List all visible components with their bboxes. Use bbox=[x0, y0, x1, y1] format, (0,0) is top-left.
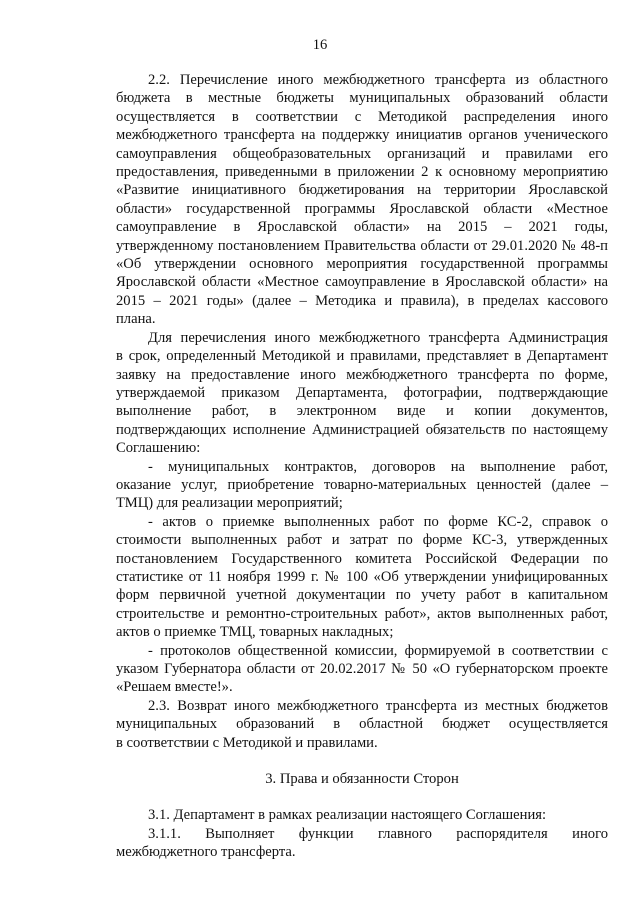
text-line: форм первичной учетной документации по учету работ в капитальном bbox=[116, 587, 608, 604]
paragraph-2-3 bbox=[116, 697, 608, 752]
text-line: - протоколов общественной комиссии, формируемой в соответствии с bbox=[148, 642, 608, 659]
text-line: указом Губернатора области от 20.02.2017 № 50 «О губернаторском проекте bbox=[116, 661, 608, 677]
text-line: актов о приемке ТМЦ, товарных накладных; bbox=[116, 624, 394, 641]
text-line: межбюджетного трансферта. bbox=[116, 844, 296, 861]
text-line: предоставления, приведенными в приложении 2 к основному мероприятию bbox=[116, 164, 608, 181]
text-line: самоуправления общеобразовательных организаций и правилами его bbox=[116, 145, 608, 162]
text-line: статистике от 11 ноября 1999 г. № 100 «Об утверждении унифицированных bbox=[116, 568, 608, 585]
text-line: 2.3. Возврат иного межбюджетного трансферта из местных бюджетов bbox=[148, 697, 608, 714]
text-line: 3.1.1. Выполняет функции главного распорядителя иного bbox=[148, 825, 608, 842]
paragraph-3-1-1 bbox=[116, 825, 608, 862]
text-line: - муниципальных контрактов, договоров на выполнение работ, bbox=[148, 458, 608, 475]
text-line: самоуправление в Ярославской области» на 2015 – 2021 годы, bbox=[116, 219, 608, 236]
paragraph-transfer-request bbox=[116, 329, 608, 458]
list-item-protocols bbox=[116, 642, 608, 697]
list-item-acts bbox=[116, 513, 608, 642]
spacer bbox=[116, 788, 608, 806]
text-line: Соглашению: bbox=[116, 440, 201, 457]
text-line: 2.2. Перечисление иного межбюджетного трансферта из областного bbox=[148, 72, 608, 88]
text-line: «Решаем вместе!». bbox=[116, 679, 233, 696]
list-item-contracts bbox=[116, 458, 608, 513]
paragraph-3-1: 3.1. Департамент в рамках реализации настоящего Соглашения: bbox=[148, 807, 547, 824]
text-line: - актов о приемке выполненных работ по форме КС-2, справок о bbox=[148, 513, 608, 530]
text-line: плана. bbox=[116, 311, 156, 328]
text-line: оказание услуг, приобретение товарно-материальных ценностей (далее – bbox=[116, 476, 608, 493]
text-line: утвержденному постановлением Правительства области от 29.01.2020 № 48-п bbox=[116, 237, 608, 254]
text-line: заявку на предоставление иного межбюджетного трансферта по форме, bbox=[116, 366, 608, 383]
text-line: подтверждающих исполнение Администрацией обязательств по настоящему bbox=[116, 421, 608, 438]
text-line: постановлением Государственного комитета Российской Федерации по bbox=[116, 550, 608, 567]
text-line: «Об утверждении основного мероприятия государственной программы bbox=[116, 256, 608, 273]
text-line: в срок, определенный Методикой и правилами, представляет в Департамент bbox=[116, 348, 608, 365]
text-line: осуществляется в соответствии с Методикой распределения иного bbox=[116, 108, 608, 125]
text-line: ТМЦ) для реализации мероприятий; bbox=[116, 495, 343, 512]
text-line: стоимости выполненных работ и затрат по форме КС-3, утвержденных bbox=[116, 532, 608, 549]
text-line: бюджета в местные бюджеты муниципальных образований области bbox=[116, 90, 608, 107]
text-line: Для перечисления иного межбюджетного трансферта Администрация bbox=[148, 329, 608, 346]
text-line: «Развитие инициативного бюджетирования на территории Ярославской bbox=[116, 182, 608, 199]
paragraph-2-2 bbox=[116, 71, 608, 329]
document-body bbox=[116, 71, 608, 862]
text-line: в соответствии с Методикой и правилами. bbox=[116, 734, 378, 751]
page-number: 16 bbox=[312, 37, 328, 53]
text-line: 2015 – 2021 годы» (далее – Методика и правила), в пределах кассового bbox=[116, 292, 608, 309]
text-line: области» государственной программы Ярославской области «Местное bbox=[116, 200, 608, 217]
section-heading: 3. Права и обязанности Сторон bbox=[265, 771, 459, 788]
text-line: межбюджетного трансферта на поддержку инициатив органов ученического bbox=[116, 127, 608, 144]
text-line: утверждаемой приказом Департамента, фотографии, подтверждающие bbox=[116, 384, 608, 401]
text-line: муниципальных образований в областной бюджет осуществляется bbox=[116, 716, 608, 733]
spacer bbox=[116, 752, 608, 770]
text-line: строительстве и ремонтно-строительных работ», актов выполненных работ, bbox=[116, 605, 608, 622]
text-line: выполнение работ, в электронном виде и копии документов, bbox=[116, 403, 608, 420]
text-line: Ярославской области «Местное самоуправление в Ярославской области» на bbox=[116, 274, 608, 291]
